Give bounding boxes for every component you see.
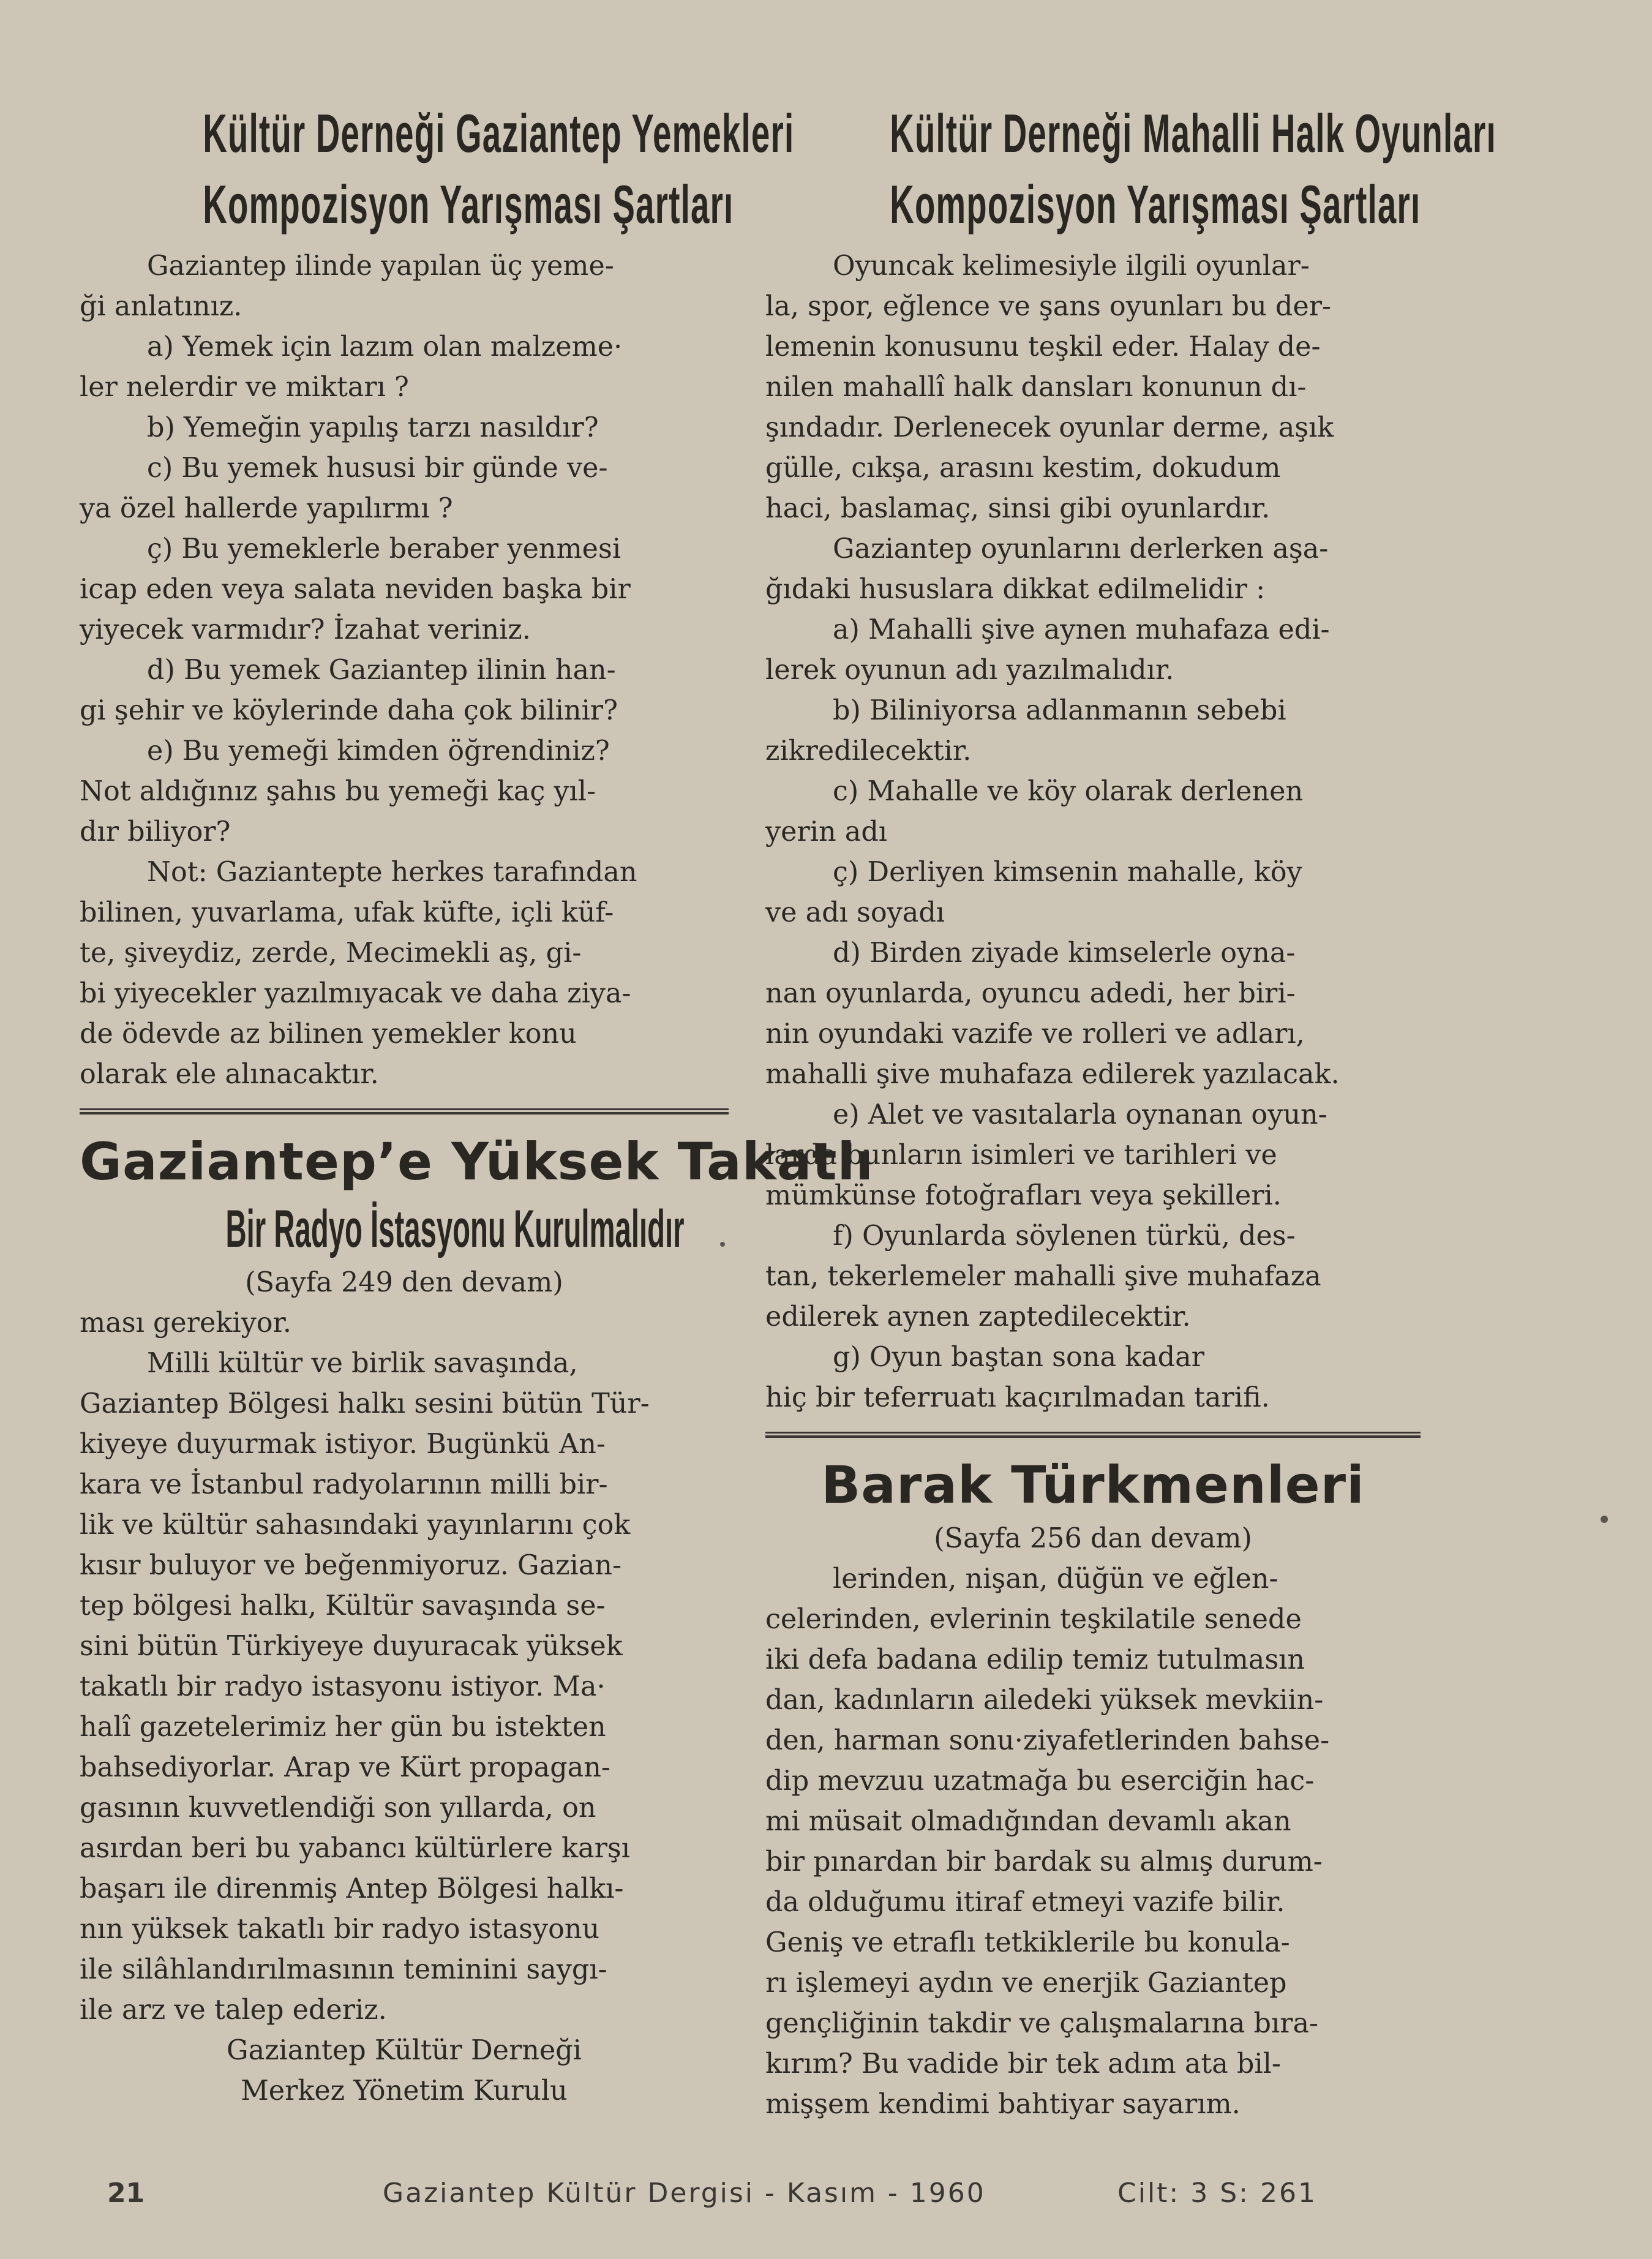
- article-title-line2: Kompozisyon Yarışması Şartları: [203, 174, 734, 235]
- right-column: [765, 98, 1496, 2125]
- text-line: nan oyunlarda, oyuncu adedi, her biri-: [765, 978, 1296, 1009]
- text-line: den, harman sonu·ziyafetlerinden bahse-: [765, 1725, 1330, 1756]
- text-line: Not aldığınız şahıs bu yemeği kaç yıl-: [80, 776, 596, 807]
- text-line: a) Yemek için lazım olan malzeme·: [147, 331, 623, 363]
- text-line: mahalli şive muhafaza edilerek yazılacak.: [765, 1059, 1340, 1090]
- text-line: Oyuncak kelimesiyle ilgili oyunlar-: [833, 250, 1310, 282]
- section-divider: [765, 1432, 1421, 1438]
- text-line: la, spor, eğlence ve şans oyunları bu der-: [765, 291, 1332, 322]
- text-line: ler nelerdir ve miktarı ?: [80, 372, 409, 403]
- text-line: tan, tekerlemeler mahalli şive muhafaza: [765, 1261, 1321, 1292]
- text-line: dan, kadınların ailedeki yüksek mevkiin-: [765, 1685, 1324, 1716]
- text-line: Geniş ve etraflı tetkiklerile bu konula-: [765, 1927, 1290, 1958]
- text-line: de ödevde az bilinen yemekler konu: [80, 1018, 577, 1050]
- continued-note: (Sayfa 249 den devam): [245, 1267, 563, 1298]
- scan-speck: [720, 1242, 725, 1247]
- text-line: Gaziantep ilinde yapılan üç yeme-: [147, 250, 614, 282]
- text-line: ğıdaki hususlara dikkat edilmelidir :: [765, 574, 1266, 605]
- article-title: Barak Türkmenleri: [821, 1455, 1365, 1515]
- page-number: 21: [107, 2178, 145, 2209]
- article-radio-station: [80, 1128, 874, 2111]
- article-subtitle: Bir Radyo İstasyonu Kurulmalıdır: [225, 1200, 685, 1258]
- text-line: tep bölgesi halkı, Kültür savaşında se-: [80, 1590, 606, 1622]
- text-line: zikredilecektir.: [765, 735, 972, 767]
- article-body: [765, 1559, 1421, 2125]
- text-line: d) Bu yemek Gaziantep ilinin han-: [147, 655, 616, 686]
- text-line: gülle, cıkşa, arasını kestim, dokudum: [765, 453, 1281, 484]
- article-body: [80, 246, 729, 1095]
- text-line: c) Mahalle ve köy olarak derlenen: [833, 776, 1304, 807]
- text-line: haci, baslamaç, sinsi gibi oyunlardır.: [765, 493, 1271, 524]
- scan-speck: [1601, 1516, 1608, 1523]
- text-line: ç) Derliyen kimsenin mahalle, köy: [833, 857, 1302, 888]
- article-body: [765, 246, 1421, 1418]
- text-line: c) Bu yemek hususi bir günde ve-: [147, 453, 608, 484]
- text-line: ile silâhlandırılmasının teminini saygı-: [80, 1954, 607, 1985]
- text-line: da olduğumu itiraf etmeyi vazife bilir.: [765, 1887, 1285, 1918]
- text-line: b) Yemeğin yapılış tarzı nasıldır?: [147, 412, 599, 443]
- text-line: ç) Bu yemeklerle beraber yenmesi: [147, 533, 621, 565]
- text-line: edilerek aynen zaptedilecektir.: [765, 1301, 1191, 1332]
- text-line: olarak ele alınacaktır.: [80, 1059, 379, 1090]
- text-line: rı işlemeyi aydın ve enerjik Gaziantep: [765, 1968, 1287, 1999]
- text-line: bilinen, yuvarlama, ufak küfte, içli küf-: [80, 897, 614, 928]
- text-line: larda bunların isimleri ve tarihleri ve: [765, 1140, 1277, 1171]
- text-line: e) Bu yemeği kimden öğrendiniz?: [147, 735, 610, 767]
- text-line: yiyecek varmıdır? İzahat veriniz.: [80, 614, 531, 645]
- text-line: Not: Gaziantepte herkes tarafından: [147, 857, 637, 888]
- text-line: nin oyundaki vazife ve rolleri ve adları,: [765, 1018, 1305, 1050]
- article-body: [80, 1303, 729, 2111]
- text-line: halî gazetelerimiz her gün bu istekten: [80, 1712, 606, 1743]
- text-line: icap eden veya salata neviden başka bir: [80, 574, 631, 605]
- text-line: nilen mahallî halk dansları konunun dı-: [765, 372, 1307, 403]
- continued-note: (Sayfa 256 dan devam): [934, 1523, 1252, 1554]
- text-line: celerinden, evlerinin teşkilatile senede: [765, 1604, 1302, 1635]
- text-line: asırdan beri bu yabancı kültürlere karşı: [80, 1833, 630, 1864]
- text-line: g) Oyun baştan sona kadar: [833, 1342, 1204, 1373]
- article-title-line1: Kültür Derneği Mahalli Halk Oyunları: [890, 103, 1496, 164]
- text-line: lerek oyunun adı yazılmalıdır.: [765, 655, 1174, 686]
- signature-line: Merkez Yönetim Kurulu: [241, 2075, 568, 2107]
- text-line: gi şehir ve köylerinde daha çok bilinir?: [80, 695, 618, 726]
- text-line: d) Birden ziyade kimselerle oyna-: [833, 938, 1296, 969]
- text-line: bi yiyecekler yazılmıyacak ve daha ziya-: [80, 978, 631, 1009]
- text-line: başarı ile direnmiş Antep Bölgesi halkı-: [80, 1873, 624, 1904]
- article-food-competition: [80, 98, 795, 1095]
- text-line: Milli kültür ve birlik savaşında,: [147, 1348, 578, 1379]
- text-line: sini bütün Türkiyeye duyuracak yüksek: [80, 1631, 623, 1662]
- text-line: takatlı bir radyo istasyonu istiyor. Ma·: [80, 1671, 606, 1702]
- article-title-line1: Kültür Derneği Gaziantep Yemekleri: [203, 103, 795, 164]
- article-title-line2: Kompozisyon Yarışması Şartları: [890, 174, 1421, 235]
- text-line: dip mevzuu uzatmağa bu eserciğin hac-: [765, 1765, 1315, 1797]
- text-line: ği anlatınız.: [80, 291, 242, 322]
- text-line: e) Alet ve vasıtalarla oynanan oyun-: [833, 1099, 1327, 1130]
- text-line: ve adı soyadı: [765, 897, 945, 928]
- text-line: kısır buluyor ve beğenmiyoruz. Gazian-: [80, 1550, 622, 1581]
- text-line: a) Mahalli şive aynen muhafaza edi-: [833, 614, 1330, 645]
- signature-line: Gaziantep Kültür Derneği: [227, 2035, 582, 2066]
- text-line: Gaziantep Bölgesi halkı sesini bütün Tür-: [80, 1388, 650, 1419]
- text-line: f) Oyunlarda söylenen türkü, des-: [833, 1220, 1296, 1252]
- text-line: kara ve İstanbul radyolarının milli bir-: [80, 1469, 608, 1500]
- article-barak-turkmen: [765, 1451, 1421, 2125]
- text-line: nın yüksek takatlı bir radyo istasyonu: [80, 1914, 600, 1945]
- magazine-name: Gaziantep Kültür Dergisi - Kasım - 1960: [383, 2178, 986, 2209]
- section-divider: [80, 1108, 729, 1114]
- text-line: kırım? Bu vadide bir tek adım ata bil-: [765, 2048, 1281, 2080]
- text-line: kiyeye duyurmak istiyor. Bugünkü An-: [80, 1429, 606, 1460]
- text-line: te, şiveydiz, zerde, Mecimekli aş, gi-: [80, 938, 582, 969]
- text-line: ya özel hallerde yapılırmı ?: [80, 493, 453, 524]
- text-line: Gaziantep oyunlarını derlerken aşa-: [833, 533, 1329, 565]
- text-line: mi müsait olmadığından devamlı akan: [765, 1806, 1291, 1837]
- text-line: bir pınardan bir bardak su almış durum-: [765, 1846, 1323, 1877]
- text-line: gasının kuvvetlendiği son yıllarda, on: [80, 1792, 596, 1824]
- text-line: lemenin konusunu teşkil eder. Halay de-: [765, 331, 1321, 363]
- text-line: mümkünse fotoğrafları veya şekilleri.: [765, 1180, 1282, 1211]
- text-line: b) Biliniyorsa adlanmanın sebebi: [833, 695, 1286, 726]
- text-line: ile arz ve talep ederiz.: [80, 1994, 387, 2026]
- article-title: Gaziantep’e Yüksek Takatlı: [80, 1132, 874, 1192]
- text-line: bahsediyorlar. Arap ve Kürt propagan-: [80, 1752, 610, 1783]
- text-line: iki defa badana edilip temiz tutulmasın: [765, 1644, 1305, 1675]
- text-line: lik ve kültür sahasındaki yayınlarını çok: [80, 1509, 631, 1541]
- article-folk-dance-competition: [765, 98, 1496, 1418]
- text-line: hiç bir teferruatı kaçırılmadan tarifi.: [765, 1382, 1270, 1413]
- text-line: lerinden, nişan, düğün ve eğlen-: [833, 1563, 1278, 1595]
- text-line: yerin adı: [765, 816, 888, 848]
- text-line: dır biliyor?: [80, 816, 231, 848]
- text-line: mişşem kendimi bahtiyar sayarım.: [765, 2089, 1241, 2120]
- volume-issue: Cilt: 3 S: 261: [1117, 2178, 1317, 2209]
- text-line: gençliğinin takdir ve çalışmalarına bıra-: [765, 2008, 1319, 2039]
- text-line: ması gerekiyor.: [80, 1307, 292, 1339]
- text-line: şındadır. Derlenecek oyunlar derme, aşık: [765, 412, 1334, 443]
